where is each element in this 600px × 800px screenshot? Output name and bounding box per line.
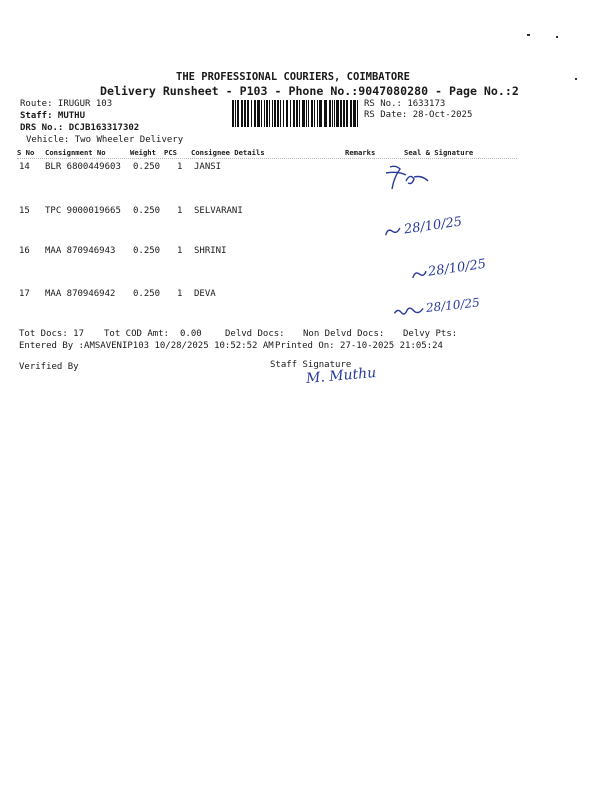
scan-mark — [556, 36, 558, 38]
verified-by: Verified By — [19, 362, 79, 372]
barcode-bar — [343, 100, 345, 127]
barcode-bar — [357, 100, 358, 127]
row-14-weight: 0.250 — [133, 162, 161, 172]
row-16-sno: 16 — [19, 246, 30, 256]
staff-signature-label: Staff Signature — [270, 360, 352, 370]
vehicle: Vehicle: Two Wheeler Delivery — [26, 135, 184, 145]
barcode-bar — [261, 100, 262, 127]
row-14-consignment: BLR 6800449603 — [45, 162, 121, 172]
tot-cod-value: 0.00 — [180, 329, 202, 339]
staff: Staff: MUTHU — [20, 111, 86, 121]
barcode-bar — [299, 100, 300, 127]
barcode-bar — [283, 100, 284, 127]
barcode-bar — [266, 100, 268, 127]
barcode-bar — [311, 100, 313, 127]
signature-row-14 — [382, 163, 442, 199]
col-pcs: PCS — [164, 148, 177, 157]
signature-row-15: 28/10/25 — [381, 214, 463, 240]
route: Route: IRUGUR 103 — [20, 99, 113, 109]
row-14-pcs: 1 — [177, 162, 183, 172]
row-16-weight: 0.250 — [133, 246, 161, 256]
barcode-bar — [257, 100, 260, 127]
row-15-sno: 15 — [19, 206, 30, 216]
barcode-bar — [319, 100, 322, 127]
row-17-sno: 17 — [19, 289, 30, 299]
row-15-consignee: SELVARANI — [194, 206, 243, 216]
barcode-bar — [290, 100, 291, 127]
signature-row-17: 28/10/25 — [391, 295, 480, 319]
rs-date: RS Date: 28-Oct-2025 — [364, 110, 473, 120]
row-14-consignee: JANSI — [194, 162, 222, 172]
non-delvd-docs: Non Delvd Docs: — [303, 329, 385, 339]
barcode-bar — [280, 100, 281, 127]
scan-mark — [575, 78, 577, 80]
row-15-weight: 0.250 — [133, 206, 161, 216]
tot-cod-label: Tot COD Amt: — [104, 329, 170, 339]
barcode-bar — [332, 100, 333, 127]
barcode-bar — [306, 100, 307, 127]
row-14-sno: 14 — [19, 162, 30, 172]
barcode-bar — [317, 100, 318, 127]
barcode-bar — [264, 100, 265, 127]
printed-on: Printed On: 27-10-2025 21:05:24 — [275, 341, 443, 351]
rs-no: RS No.: 1633173 — [364, 99, 446, 109]
barcode-bar — [277, 100, 279, 127]
barcode-bar — [232, 100, 234, 127]
company-title: THE PROFESSIONAL COURIERS, COIMBATORE — [176, 71, 410, 83]
row-15-consignment: TPC 9000019665 — [45, 206, 121, 216]
row-15-pcs: 1 — [177, 206, 183, 216]
barcode-bar — [241, 100, 243, 127]
barcode-bar — [353, 100, 356, 127]
barcode-bar — [329, 100, 331, 127]
tot-docs: Tot Docs: 17 — [19, 329, 85, 339]
barcode-bar — [293, 100, 295, 127]
barcode-bar — [308, 100, 309, 127]
barcode-bar — [274, 100, 276, 127]
barcode-bar — [286, 100, 288, 127]
barcode-bar — [336, 100, 339, 127]
delvy-pts: Delvy Pts: — [403, 329, 458, 339]
row-16-consignee: SHRINI — [194, 246, 227, 256]
col-consignment: Consignment No — [45, 148, 106, 157]
barcode — [232, 100, 360, 127]
header-divider — [17, 158, 517, 159]
drs-no: DRS No.: DCJB163317302 — [20, 123, 140, 133]
scan-mark — [527, 34, 530, 36]
barcode-bar — [235, 100, 236, 127]
barcode-bar — [296, 100, 298, 127]
entered-by: Entered By :AMSAVENIP103 10/28/2025 10:52:52 AM — [19, 341, 274, 351]
barcode-bar — [350, 100, 352, 127]
col-remarks: Remarks — [345, 148, 376, 157]
barcode-bar — [251, 100, 252, 127]
runsheet-title: Delivery Runsheet - P103 - Phone No.:9047080280 - Page No.:2 — [100, 84, 519, 98]
barcode-bar — [237, 100, 239, 127]
staff-signature: M. Muthu — [305, 364, 377, 388]
barcode-bar — [272, 100, 273, 127]
col-sno: S No — [17, 148, 35, 157]
col-seal: Seal & Signature — [404, 148, 474, 157]
col-consignee: Consignee Details — [191, 148, 265, 157]
row-16-pcs: 1 — [177, 246, 183, 256]
barcode-bar — [314, 100, 315, 127]
row-17-pcs: 1 — [177, 289, 183, 299]
barcode-bar — [247, 100, 249, 127]
row-17-weight: 0.250 — [133, 289, 161, 299]
barcode-bar — [324, 100, 327, 127]
row-17-consignee: DEVA — [194, 289, 216, 299]
barcode-bar — [302, 100, 305, 127]
row-16-consignment: MAA 870946943 — [45, 246, 116, 256]
barcode-bar — [346, 100, 348, 127]
col-weight: Weight — [130, 148, 156, 157]
barcode-bar — [244, 100, 246, 127]
barcode-bar — [340, 100, 342, 127]
barcode-bar — [269, 100, 270, 127]
barcode-bar — [254, 100, 256, 127]
delvd-docs: Delvd Docs: — [225, 329, 285, 339]
signature-row-16: 28/10/25 — [409, 257, 487, 282]
barcode-bar — [334, 100, 335, 127]
row-17-consignment: MAA 870946942 — [45, 289, 116, 299]
